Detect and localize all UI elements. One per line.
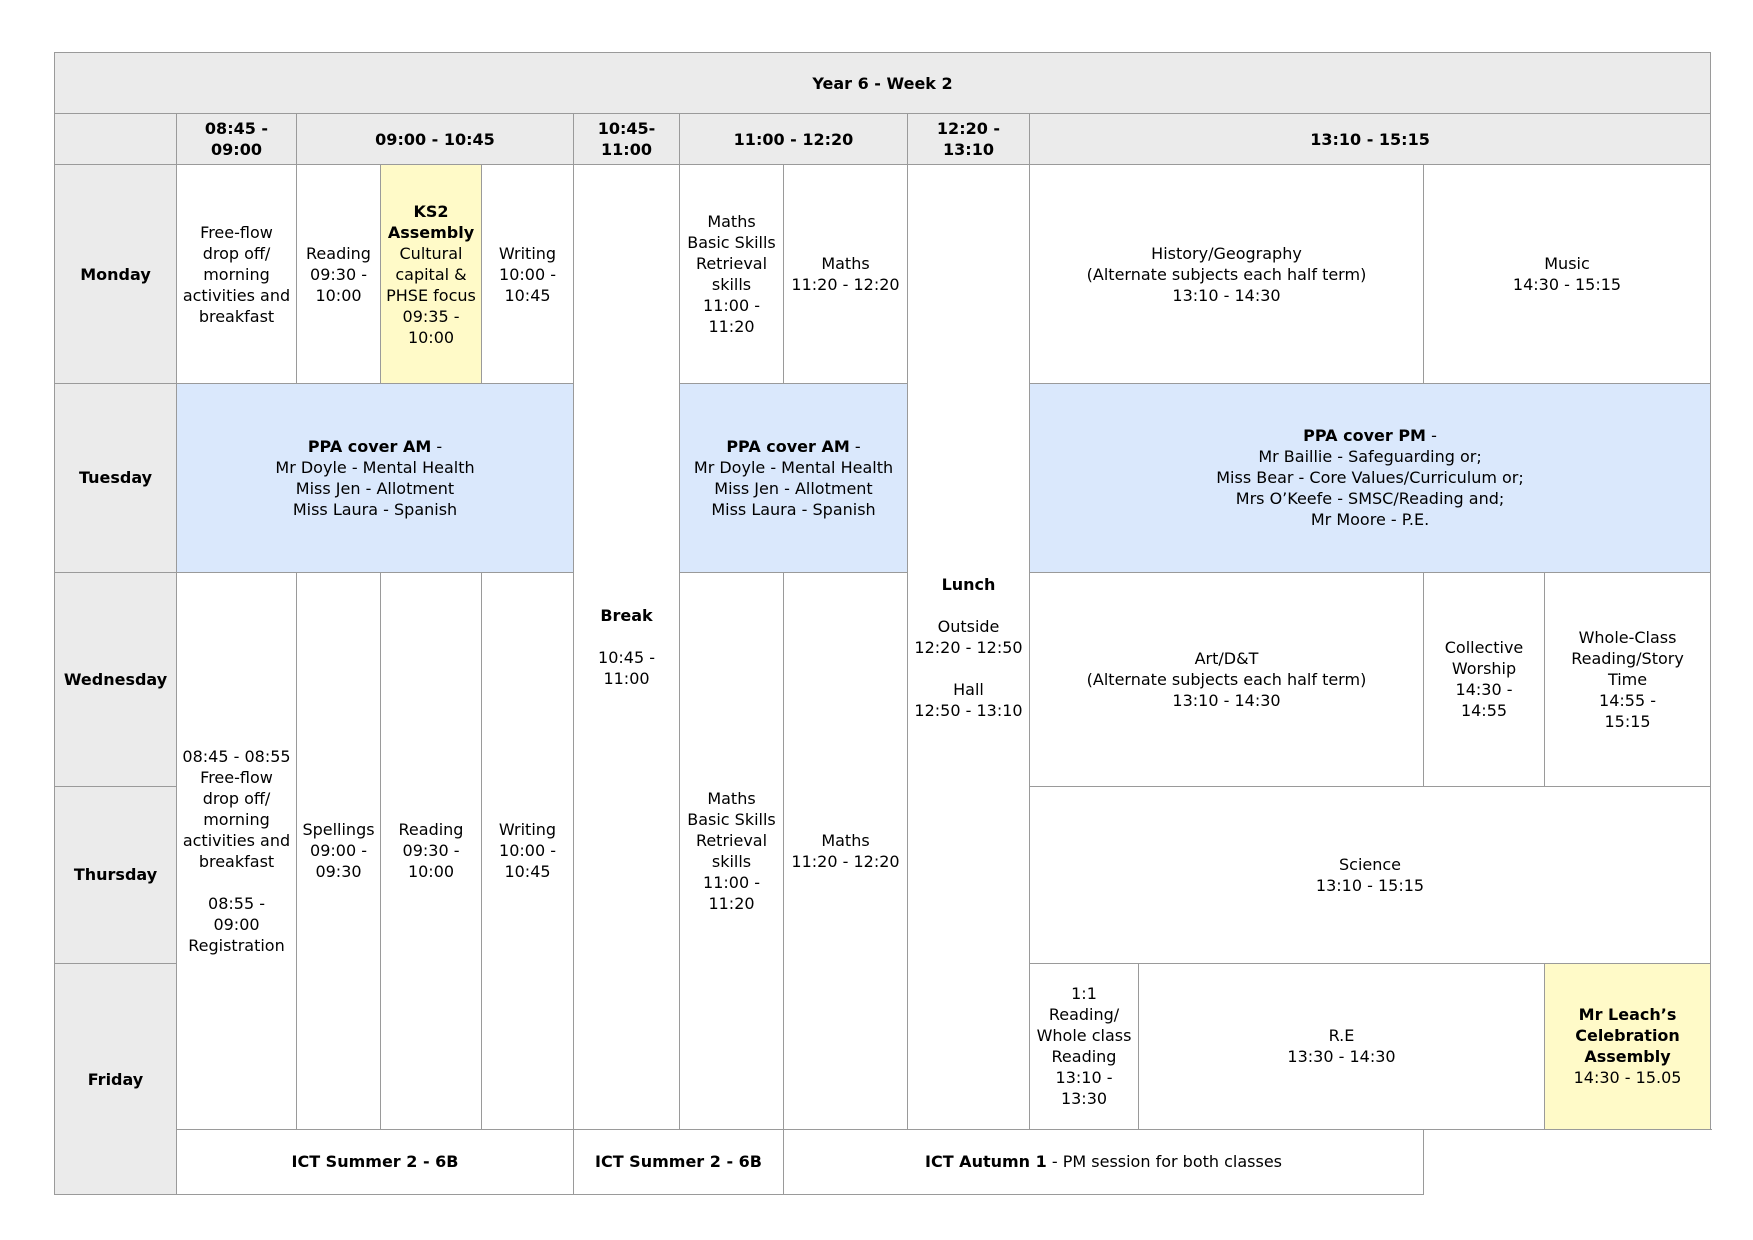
time-header-0900: 09:00 - 10:45: [297, 114, 574, 165]
day-label-tuesday: Tuesday: [55, 384, 177, 573]
monday-music: Music 14:30 - 15:15: [1424, 165, 1711, 384]
ict-am: [177, 1129, 574, 1194]
celebration-time: 14:30 - 15.05: [1573, 1068, 1682, 1088]
tuesday-ppa-am: PPA cover AM - Mr Doyle - Mental Health Miss Jen - Allotment Miss Laura - Spanish: [177, 384, 574, 573]
time-header-1220: 12:20 - 13:10: [908, 114, 1030, 165]
ppa-pm-title: PPA cover PM: [1303, 426, 1426, 446]
wed-fri-maths-basic: Maths Basic Skills Retrieval skills 11:00 - 11:20: [680, 572, 784, 1129]
day-label-wednesday: Wednesday: [55, 572, 177, 786]
tuesday-ppa-am-2: PPA cover AM - Mr Doyle - Mental Health Miss Jen - Allotment Miss Laura - Spanish: [680, 384, 908, 573]
ppa-am-title: PPA cover AM: [307, 436, 432, 456]
celebration-title: Mr Leach’s Celebration Assembly: [1575, 1005, 1680, 1067]
lunch-detail: Outside 12:20 - 12:50 Hall 12:50 - 13:10: [914, 616, 1023, 720]
wed-fri-writing: Writing 10:00 - 10:45: [482, 572, 574, 1129]
monday-freeflow: Free-flow drop off/ morning activities and breakfast: [177, 165, 297, 384]
ict-mid-title: ICT Summer 2 - 6B: [595, 1152, 762, 1172]
break-cell: [574, 165, 680, 1129]
wed-fri-reading: Reading 09:30 - 10:00: [381, 572, 482, 1129]
wednesday-worship: Collective Worship 14:30 - 14:55: [1424, 572, 1545, 786]
time-header-1045: 10:45- 11:00: [574, 114, 680, 165]
ppa-am2-title: PPA cover AM: [726, 436, 850, 456]
thursday-science: Science 13:10 - 15:15: [1030, 786, 1711, 964]
monday-history: History/Geography (Alternate subjects each half term) 13:10 - 14:30: [1030, 165, 1424, 384]
monday-reading: Reading 09:30 - 10:00: [297, 165, 381, 384]
corner-cell: [55, 114, 177, 165]
tuesday-ppa-pm: PPA cover PM - Mr Baillie - Safeguarding or; Miss Bear - Core Values/Curriculum or; Mrs O’Keefe - SMSC/Reading and; Mr Moore - P.E.: [1030, 384, 1711, 573]
friday-one-to-one: 1:1 Reading/ Whole class Reading 13:10 - 13:30: [1030, 964, 1139, 1130]
day-label-monday: Monday: [55, 165, 177, 384]
wednesday-art: Art/D&T (Alternate subjects each half term) 13:10 - 14:30: [1030, 572, 1424, 786]
monday-maths: Maths 11:20 - 12:20: [784, 165, 908, 384]
timetable: [54, 52, 1711, 1195]
wed-fri-spellings: Spellings 09:00 - 09:30: [297, 572, 381, 1129]
ict-mid: [574, 1129, 784, 1194]
wed-fri-maths: Maths 11:20 - 12:20: [784, 572, 908, 1129]
wed-fri-freeflow: 08:45 - 08:55 Free-flow drop off/ morning activities and breakfast 08:55 - 09:00 Registration: [177, 572, 297, 1129]
monday-ks2-assembly: [381, 165, 482, 384]
monday-maths-basic: Maths Basic Skills Retrieval skills 11:00 - 11:20: [680, 165, 784, 384]
ks2-assembly-title: KS2 Assembly: [387, 201, 475, 242]
ict-pm-title: ICT Autumn 1: [925, 1152, 1047, 1172]
wednesday-story: Whole-Class Reading/Story Time 14:55 - 15:15: [1545, 572, 1711, 786]
monday-writing: Writing 10:00 - 10:45: [482, 165, 574, 384]
page-title: Year 6 - Week 2: [55, 53, 1711, 114]
time-header-1100: 11:00 - 12:20: [680, 114, 908, 165]
ppa-am-detail: Mr Doyle - Mental Health Miss Jen - Allotment Miss Laura - Spanish: [275, 457, 475, 519]
ks2-assembly-detail: Cultural capital & PHSE focus 09:35 - 10:00: [386, 243, 476, 347]
ppa-am2-detail: Mr Doyle - Mental Health Miss Jen - Allotment Miss Laura - Spanish: [693, 457, 894, 519]
ict-pm: ICT Autumn 1 - PM session for both classes: [784, 1129, 1424, 1194]
time-header-1310: 13:10 - 15:15: [1030, 114, 1711, 165]
ppa-pm-detail: Mr Baillie - Safeguarding or; Miss Bear - Core Values/Curriculum or; Mrs O’Keefe - SMSC/Reading and; Mr Moore - P.E.: [1216, 447, 1524, 530]
lunch-title: Lunch: [941, 574, 996, 594]
time-header-0845: 08:45 - 09:00: [177, 114, 297, 165]
friday-re: R.E 13:30 - 14:30: [1139, 964, 1545, 1130]
lunch-cell: [908, 165, 1030, 1129]
break-title: Break: [600, 606, 653, 626]
ict-am-title: ICT Summer 2 - 6B: [291, 1152, 459, 1172]
day-label-thursday: Thursday: [55, 786, 177, 964]
day-label-friday: Friday: [55, 964, 177, 1195]
ict-pm-detail: PM session for both classes: [1062, 1152, 1282, 1172]
break-time: 10:45 - 11:00: [598, 648, 655, 689]
friday-celebration-assembly: [1545, 964, 1711, 1130]
